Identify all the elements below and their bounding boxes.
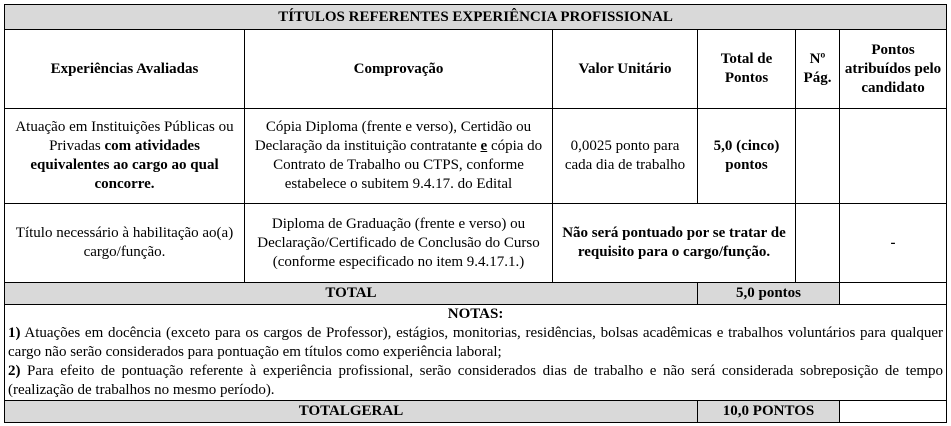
table-row <box>5 109 947 204</box>
table-title: TÍTULOS REFERENTES EXPERIÊNCIA PROFISSIONAL <box>5 5 947 30</box>
header-page-number: Nº Pág. <box>796 30 840 109</box>
total-label: TOTAL <box>5 283 698 305</box>
candidate-points-cell: - <box>840 204 947 283</box>
experience-cell: Título necessário à habilitação ao(a) cargo/função. <box>5 204 245 283</box>
page-cell <box>796 109 840 204</box>
page-cell <box>796 204 840 283</box>
total-candidate-cell <box>840 283 947 305</box>
note-item: 2) Para efeito de pontuação referente à experiência profissional, serão considerados dias de trabalho e não será considerada sobreposição de tempo (realização de trabalhos no mesmo período). <box>8 363 944 398</box>
unit-value-cell: 0,0025 ponto para cada dia de trabalho <box>553 109 698 204</box>
total-value: 5,0 pontos <box>698 283 840 305</box>
header-candidate-points: Pontos atribuídos pelo candidato <box>840 30 947 109</box>
notes-title: NOTAS: <box>447 306 504 322</box>
proof-cell: Diploma de Graduação (frente e verso) ou Declaração/Certificado de Conclusão do Curso (conforme especificado no item 9.4.17.1.) <box>245 204 553 283</box>
grand-total-value: 10,0 PONTOS <box>698 401 840 423</box>
table-row <box>5 204 947 283</box>
grand-total-label: TOTALGERAL <box>5 401 698 423</box>
header-total-points: Total de Pontos <box>698 30 796 109</box>
header-unit-value: Valor Unitário <box>553 30 698 109</box>
not-scored-note: Não será pontuado por se tratar de requisito para o cargo/função. <box>553 204 796 283</box>
experience-cell: Atuação em Instituições Públicas ou Privadas com atividades equivalentes ao cargo ao qual concorre. <box>5 109 245 204</box>
total-points-cell: 5,0 (cinco) pontos <box>698 109 796 204</box>
experience-titles-table <box>4 4 947 423</box>
header-proof: Comprovação <box>245 30 553 109</box>
notes-section <box>5 305 947 401</box>
proof-cell: Cópia Diploma (frente e verso), Certidão ou Declaração da instituição contratante e cópia do Contrato de Trabalho ou CTPS, conforme estabelece o subitem 9.4.17. do Edital <box>245 109 553 204</box>
header-experiences: Experiências Avaliadas <box>5 30 245 109</box>
grand-total-candidate-cell <box>840 401 947 423</box>
note-item: 1) Atuações em docência (exceto para os cargos de Professor), estágios, monitorias, residências, bolsas acadêmicas e trabalhos voluntários para qualquer cargo não serão considerados para pontuação em títulos como experiência laboral; <box>8 325 944 360</box>
candidate-points-cell <box>840 109 947 204</box>
